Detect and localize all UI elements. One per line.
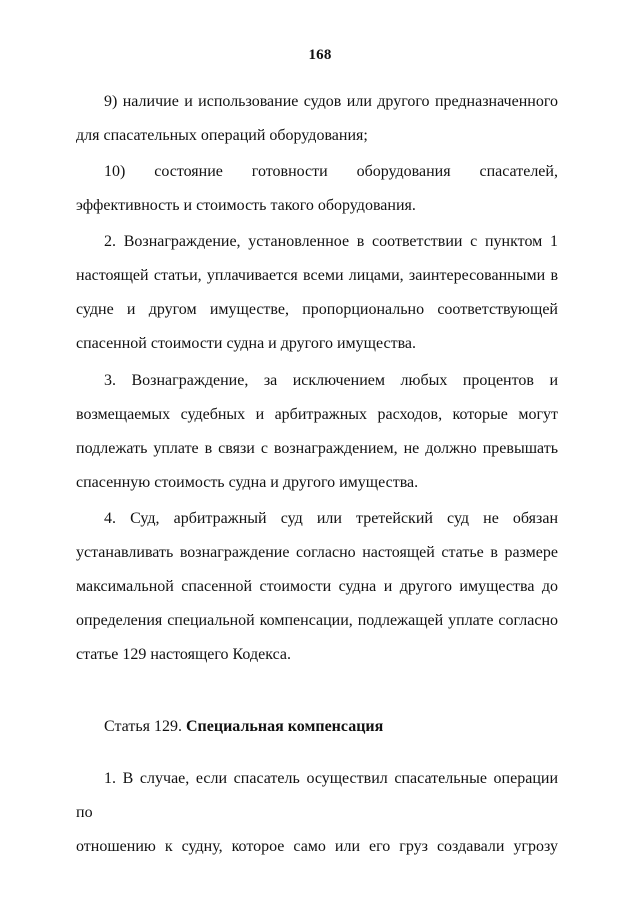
- article-heading: [104, 710, 383, 744]
- text-line: подлежать уплате в связи с вознаграждением, не должно превышать: [76, 440, 558, 457]
- page-number: 168: [308, 47, 332, 63]
- word: оборудования: [356, 163, 451, 180]
- text-line: настоящей статьи, уплачивается всеми лицами, заинтересованными в: [76, 267, 558, 284]
- word: 10): [104, 163, 126, 180]
- paragraph-3: [76, 364, 558, 500]
- text-line: статье 129 настоящего Кодекса.: [76, 646, 291, 663]
- article-title: Специальная компенсация: [185, 718, 384, 735]
- text-line: спасенную стоимость судна и другого имущества.: [76, 474, 419, 491]
- word: готовности: [251, 163, 328, 180]
- list-item-9: [76, 85, 558, 153]
- text-line: эффективность и стоимость такого оборудования.: [76, 197, 416, 214]
- word: спасателей,: [479, 163, 558, 180]
- text-line: максимальной спасенной стоимости судна и другого имущества до: [76, 578, 558, 595]
- article-label: Статья 129.: [104, 718, 182, 735]
- text-line: 2. Вознаграждение, установленное в соответствии с пунктом 1: [104, 233, 558, 250]
- text-line: возмещаемых судебных и арбитражных расходов, которые могут: [76, 406, 558, 423]
- text-line: устанавливать вознаграждение согласно настоящей статье в размере: [76, 544, 558, 561]
- word: состояние: [154, 163, 223, 180]
- paragraph-4: [76, 502, 558, 672]
- text-line: 3. Вознаграждение, за исключением любых процентов и: [104, 372, 558, 389]
- list-item-10: [76, 155, 558, 223]
- text-line: определения специальной компенсации, подлежащей уплате согласно: [76, 612, 558, 629]
- text-line: 9) наличие и использование судов или другого предназначенного: [104, 93, 558, 110]
- text-line: спасенной стоимости судна и другого имущества.: [76, 335, 417, 352]
- text-line: 1. В случае, если спасатель осуществил спасательные операции по: [76, 770, 558, 821]
- text-line: 4. Суд, арбитражный суд или третейский суд не обязан: [104, 510, 558, 527]
- text-line: отношению к судну, которое само или его груз создавали угрозу: [76, 838, 558, 855]
- text-line: судне и другом имуществе, пропорционально соответствующей: [76, 301, 558, 318]
- text-line: для спасательных операций оборудования;: [76, 127, 368, 144]
- paragraph-2: [76, 225, 558, 361]
- article-paragraph-1: [76, 762, 558, 864]
- text-line: [76, 155, 558, 189]
